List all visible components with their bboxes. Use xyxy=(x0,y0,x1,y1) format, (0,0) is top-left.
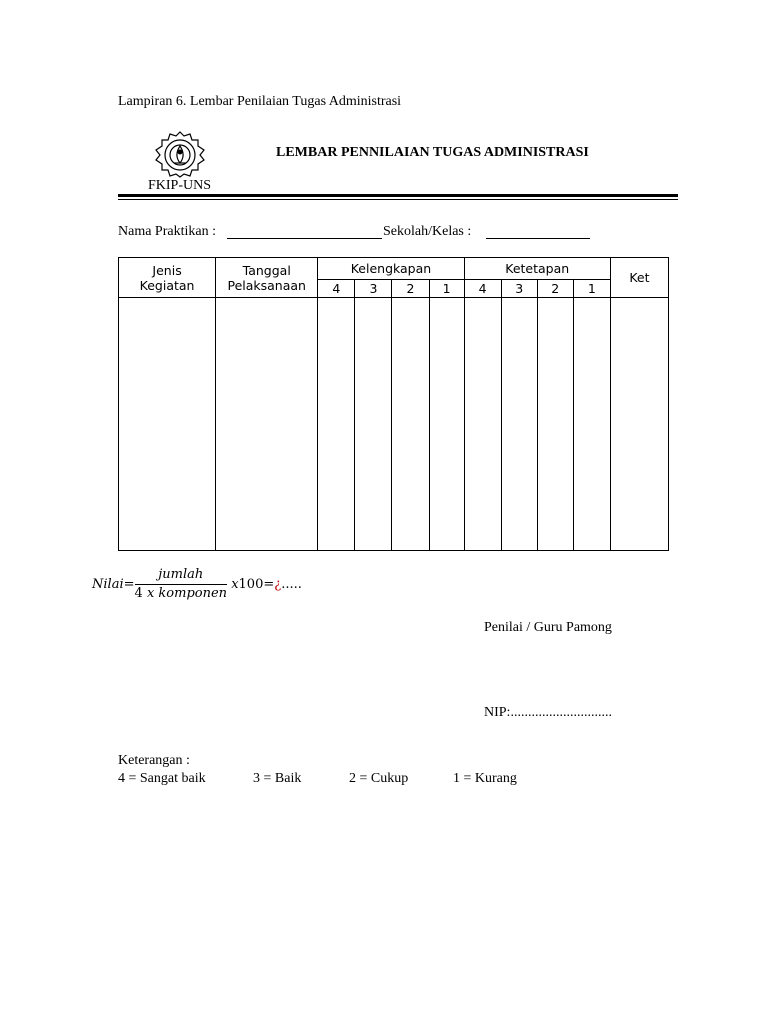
formula-fraction xyxy=(135,566,228,603)
header-kelengkapan: Kelengkapan xyxy=(318,258,464,280)
cell-kelengkapan-1[interactable] xyxy=(429,298,464,551)
header-tanggal-line2: Pelaksanaan xyxy=(227,277,306,293)
score-ketetapan-3: 3 xyxy=(501,280,537,298)
sekolah-kelas-label: Sekolah/Kelas : xyxy=(383,224,472,239)
score-ketetapan-4: 4 xyxy=(464,280,501,298)
formula-equals-2: = xyxy=(263,577,275,592)
score-kelengkapan-1: 1 xyxy=(429,280,464,298)
score-kelengkapan-4: 4 xyxy=(318,280,355,298)
header-ket: Ket xyxy=(610,258,668,298)
cell-ketetapan-4[interactable] xyxy=(464,298,501,551)
cell-jenis-kegiatan[interactable] xyxy=(119,298,216,551)
header-tanggal-line1: Tanggal xyxy=(242,262,291,278)
header-jenis-line2: Kegiatan xyxy=(139,277,195,293)
nama-praktikan-field[interactable] xyxy=(227,238,382,239)
legend-item-3: 3 = Baik xyxy=(253,771,302,786)
cell-tanggal[interactable] xyxy=(216,298,318,551)
logo-caption: FKIP-UNS xyxy=(148,178,212,193)
cell-kelengkapan-3[interactable] xyxy=(355,298,392,551)
appendix-title: Lampiran 6. Lembar Penilaian Tugas Administrasi xyxy=(118,94,402,109)
formula-dots: ..... xyxy=(281,577,302,592)
header-jenis-line1: Jenis xyxy=(152,262,182,278)
score-formula xyxy=(92,566,302,603)
legend-item-2: 2 = Cukup xyxy=(349,771,409,786)
header-ketetapan: Ketetapan xyxy=(464,258,610,280)
formula-denominator-number: 4 xyxy=(134,586,143,601)
header-rule-thick xyxy=(118,194,678,197)
table-body-row xyxy=(119,298,669,551)
legend-item-1: 1 = Kurang xyxy=(453,771,517,786)
formula-hundred: 100 xyxy=(238,577,264,592)
sekolah-kelas-field[interactable] xyxy=(486,238,590,239)
formula-denominator-word: komponen xyxy=(158,586,228,601)
cell-kelengkapan-4[interactable] xyxy=(318,298,355,551)
formula-equals: = xyxy=(123,577,135,592)
cell-ketetapan-3[interactable] xyxy=(501,298,537,551)
cell-ketetapan-1[interactable] xyxy=(573,298,610,551)
header-jenis-kegiatan xyxy=(119,258,216,298)
score-ketetapan-2: 2 xyxy=(537,280,573,298)
header-tanggal-pelaksanaan xyxy=(216,258,318,298)
cell-ket[interactable] xyxy=(610,298,668,551)
formula-numerator: jumlah xyxy=(135,566,228,585)
legend-item-4: 4 = Sangat baik xyxy=(118,771,206,786)
formula-mark: ¿ xyxy=(274,577,282,592)
cell-kelengkapan-2[interactable] xyxy=(392,298,429,551)
formula-times: x xyxy=(231,577,239,592)
penilai-label: Penilai / Guru Pamong xyxy=(484,620,612,635)
formula-denominator-x: x xyxy=(146,586,155,601)
form-title: LEMBAR PENNILAIAN TUGAS ADMINISTRASI xyxy=(276,145,589,160)
uns-logo xyxy=(150,130,210,178)
nip-field: NIP:............................. xyxy=(484,705,612,720)
formula-lhs: Nilai xyxy=(92,577,124,592)
cell-ketetapan-2[interactable] xyxy=(537,298,573,551)
score-kelengkapan-2: 2 xyxy=(392,280,429,298)
formula-denominator xyxy=(135,585,228,603)
score-kelengkapan-3: 3 xyxy=(355,280,392,298)
score-ketetapan-1: 1 xyxy=(573,280,610,298)
legend-title: Keterangan : xyxy=(118,753,190,768)
assessment-table xyxy=(118,257,669,551)
header-rule-thin xyxy=(118,199,678,200)
nama-praktikan-label: Nama Praktikan : xyxy=(118,224,216,239)
